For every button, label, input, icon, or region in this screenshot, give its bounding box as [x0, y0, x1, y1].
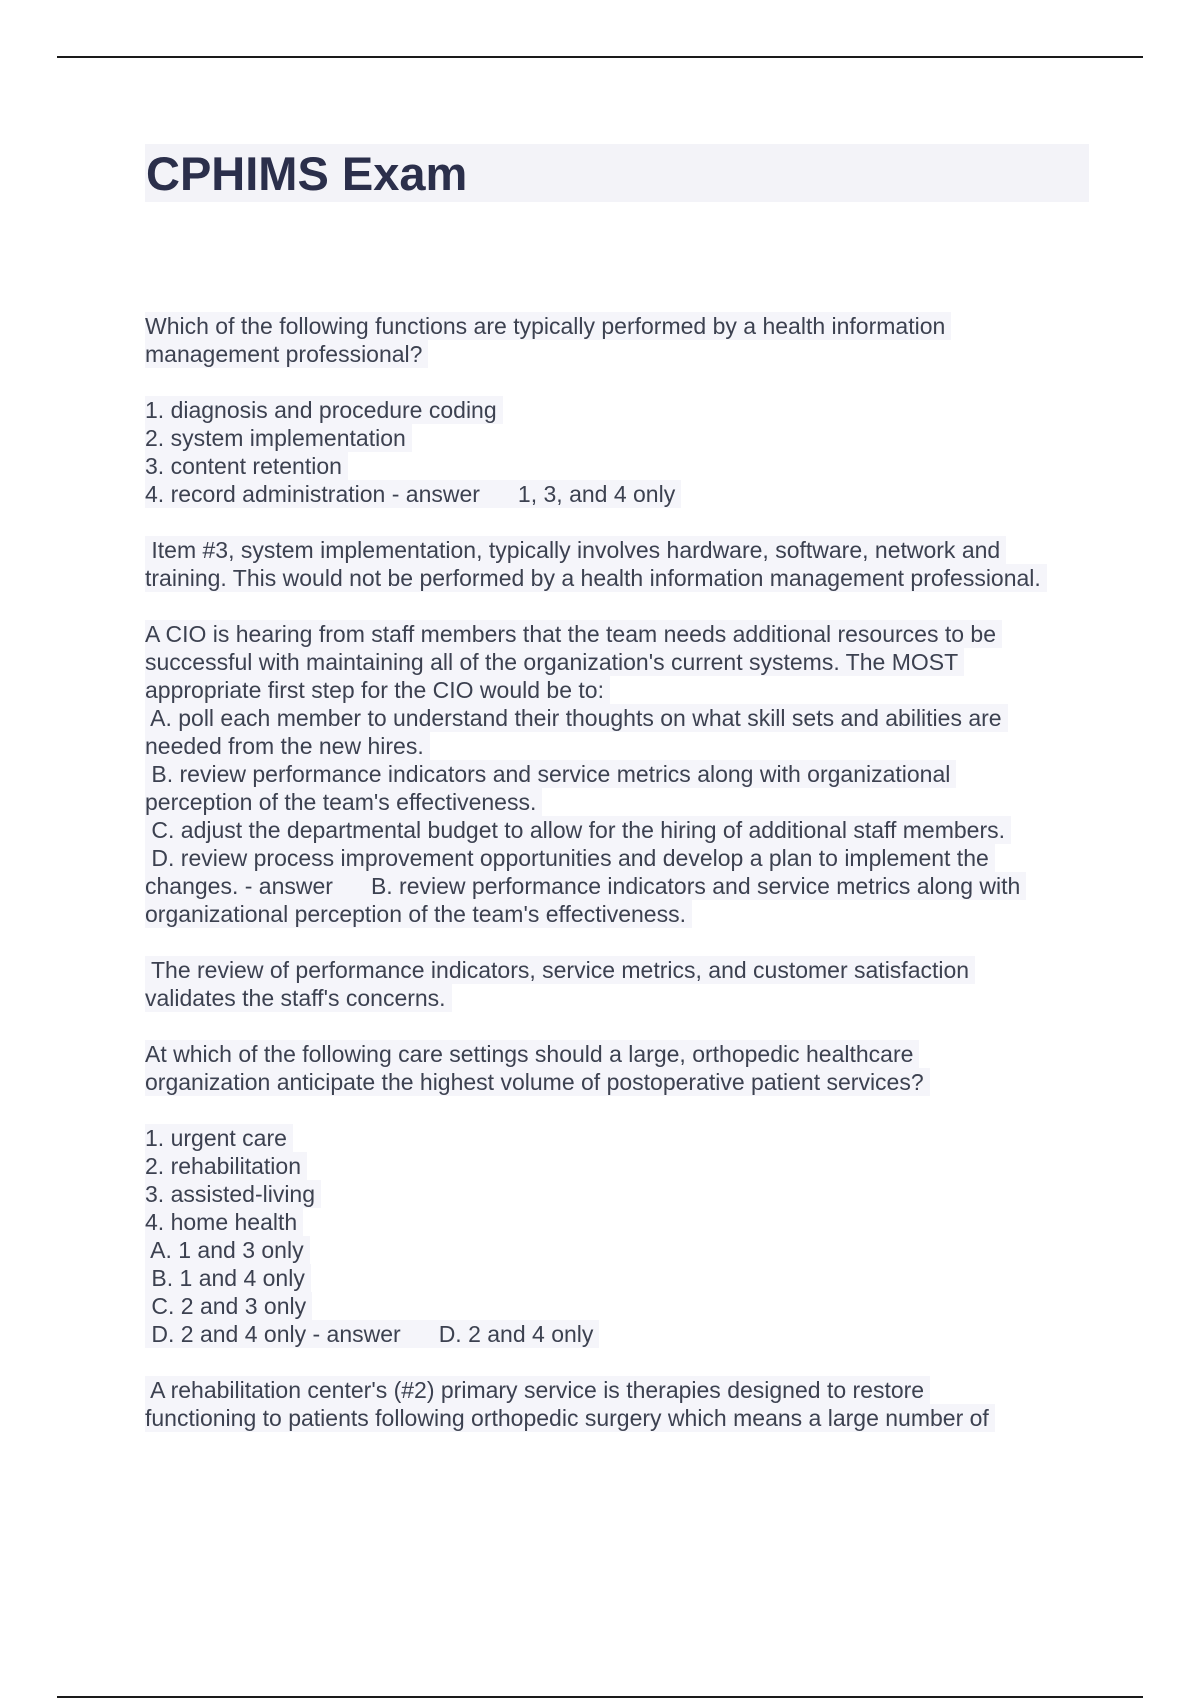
q1-question-line: Which of the following functions are typically performed by a health information: [145, 312, 951, 340]
q2-question-line: appropriate first step for the CIO would be to:: [145, 676, 610, 704]
q3-option: 3. assisted-living: [145, 1180, 321, 1208]
q2-option-a-cont: needed from the new hires.: [145, 732, 430, 760]
q2-explanation-line: The review of performance indicators, service metrics, and customer satisfaction: [145, 956, 975, 984]
q1-option: 1. diagnosis and procedure coding: [145, 396, 503, 424]
q3-choice: B. 1 and 4 only: [145, 1264, 311, 1292]
q2-explanation-line: validates the staff's concerns.: [145, 984, 452, 1012]
q3-choice: A. 1 and 3 only: [145, 1236, 310, 1264]
q3-answer-line: [145, 1320, 599, 1348]
q1-option: 2. system implementation: [145, 424, 412, 452]
q2-explanation: [145, 956, 1105, 1012]
question-1: [145, 312, 1105, 368]
q2-question-line: A CIO is hearing from staff members that the team needs additional resources to be: [145, 620, 1002, 648]
question-2: [145, 620, 1105, 928]
q1-explanation-line: training. This would not be performed by a health information management professional.: [145, 564, 1047, 592]
page-title: CPHIMS Exam: [146, 147, 468, 200]
q1-answer-line: [145, 480, 681, 508]
question-3: [145, 1040, 1105, 1096]
bottom-rule: [57, 1696, 1143, 1698]
q2-answer-cont: organizational perception of the team's effectiveness.: [145, 900, 692, 928]
q3-answer: D. 2 and 4 only: [438, 1321, 594, 1347]
q3-explanation-line: A rehabilitation center's (#2) primary service is therapies designed to restore: [145, 1376, 930, 1404]
q1-question-line: management professional?: [145, 340, 428, 368]
q1-explanation-line: Item #3, system implementation, typically involves hardware, software, network and: [145, 536, 1006, 564]
q2-option-a: A. poll each member to understand their thoughts on what skill sets and abilities are: [145, 704, 1008, 732]
q3-options: [145, 1124, 1105, 1348]
q3-choice: C. 2 and 3 only: [145, 1292, 312, 1320]
q3-explanation-line: functioning to patients following orthopedic surgery which means a large number of: [145, 1404, 995, 1432]
q3-question-line: organization anticipate the highest volume of postoperative patient services?: [145, 1068, 930, 1096]
q3-option: 1. urgent care: [145, 1124, 293, 1152]
q2-answer-line: [145, 872, 1026, 900]
q3-option: 2. rehabilitation: [145, 1152, 307, 1180]
q2-question-line: successful with maintaining all of the organization's current systems. The MOST: [145, 648, 964, 676]
q2-answer-prefix: changes. - answer: [145, 873, 333, 899]
q1-options: [145, 396, 1105, 508]
q3-option: 4. home health: [145, 1208, 303, 1236]
document-body: [145, 312, 1105, 1460]
q3-explanation: [145, 1376, 1105, 1432]
q2-answer: B. review performance indicators and service metrics along with: [370, 873, 1021, 899]
q2-option-c: C. adjust the departmental budget to allow for the hiring of additional staff members.: [145, 816, 1011, 844]
q1-option: 3. content retention: [145, 452, 348, 480]
top-rule: [57, 56, 1143, 58]
q1-explanation: [145, 536, 1105, 592]
q3-choice: D. 2 and 4 only - answer: [145, 1321, 401, 1347]
q2-option-d: D. review process improvement opportunities and develop a plan to implement the: [145, 844, 995, 872]
q2-option-b-cont: perception of the team's effectiveness.: [145, 788, 542, 816]
q1-option: 4. record administration - answer: [145, 481, 480, 507]
q1-answer: 1, 3, and 4 only: [517, 481, 676, 507]
q3-question-line: At which of the following care settings should a large, orthopedic healthcare: [145, 1040, 919, 1068]
q2-option-b: B. review performance indicators and service metrics along with organizational: [145, 760, 956, 788]
